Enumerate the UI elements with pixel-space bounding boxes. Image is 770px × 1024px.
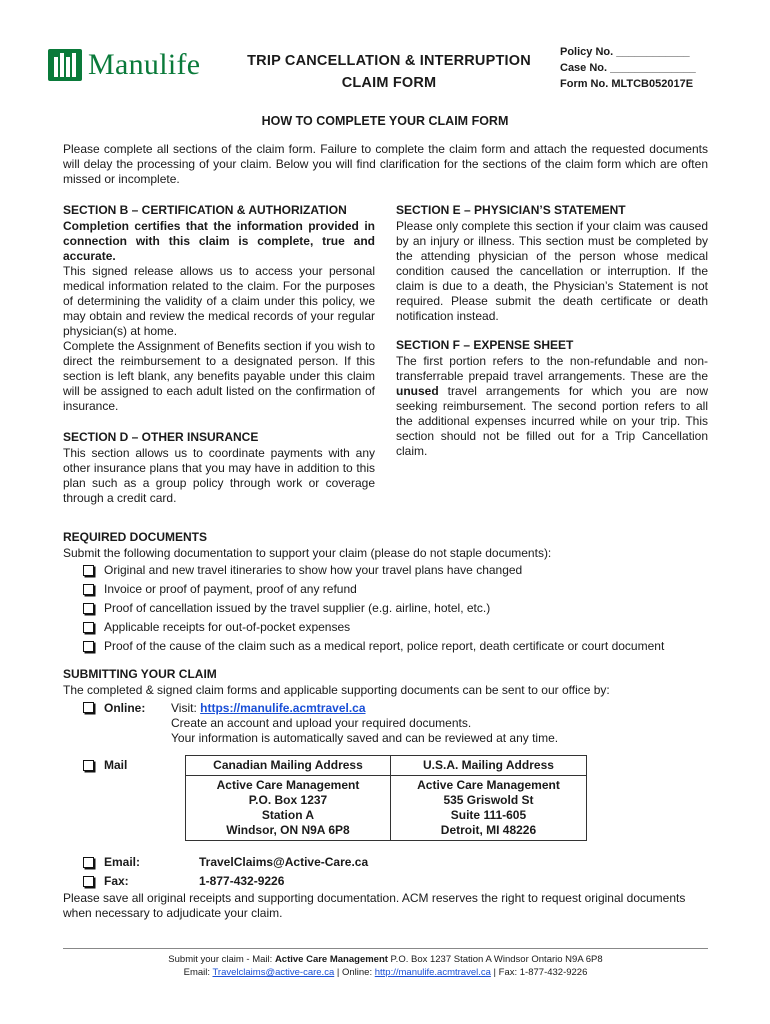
form-title-line1: TRIP CANCELLATION & INTERRUPTION: [247, 53, 531, 69]
form-title: [244, 50, 534, 94]
footer-email-link[interactable]: Travelclaims@active-care.ca: [212, 967, 335, 978]
section-b-para2: Complete the Assignment of Benefits section if you wish to direct the reimbursement to a designated person. If this section is left blank, any benefits payable under this claim will be assigned to each adult listed on the confirmation of insurance.: [63, 339, 375, 413]
case-number: Case No. ______________: [560, 62, 696, 74]
section-f-text: The first portion refers to the non-refundable and non-transferrable prepaid travel arrangements. These are the unused travel arrangements for which you are now seeking reimbursement. The second portion refers to all the additional expenses incurred while on your trip. This section should not be filled out for a Trip Cancellation claim.: [396, 354, 708, 458]
checkbox-icon[interactable]: [83, 603, 94, 614]
logo-text: Manulife: [88, 48, 201, 81]
save-note: Please save all original receipts and supporting documentation. ACM reserves the right to request original documents when necessary to adjudicate your claim.: [63, 891, 686, 920]
online-label: Online:: [104, 701, 146, 715]
footer: Submit your claim - Mail: Active Care Management P.O. Box 1237 Station A Windsor Ontario N9A 6P8 Email: Travelclaims@active-care.ca | Online: http://manulife.acmtravel.ca | Fax: 1-877-432-9226: [168, 954, 603, 978]
canada-address: Active Care Management P.O. Box 1237 Station A Windsor, ON N9A 6P8: [186, 776, 391, 841]
checkbox-icon[interactable]: [83, 760, 94, 771]
required-list: [83, 561, 708, 656]
section-b-bold-text: Completion certifies that the information provided in connection with this claim is complete, true and accurate.: [63, 219, 375, 263]
form-title-line2: CLAIM FORM: [341, 75, 437, 91]
section-b-para1: This signed release allows us to access your personal medical information related to the claim. For the purposes of determining the validity of a claim under this policy, we may obtain and review the medical records of your regular physician(s) at home.: [63, 264, 375, 338]
required-documents: [63, 530, 708, 656]
canada-header: Canadian Mailing Address: [186, 756, 391, 776]
online-line3: Your information is automatically saved and can be reviewed at any time.: [171, 731, 559, 745]
mailing-address-table: [185, 755, 587, 841]
section-d-text: This section allows us to coordinate payments with any other insurance plans that you may have in addition to this plan such as a group policy through work or coverage through a credit card.: [63, 446, 375, 505]
online-url-link[interactable]: https://manulife.acmtravel.ca: [200, 701, 366, 715]
footer-online-link[interactable]: http://manulife.acmtravel.ca: [374, 967, 491, 978]
footer-divider: [63, 948, 708, 949]
email-value: TravelClaims@Active-Care.ca: [199, 855, 369, 869]
checkbox-icon[interactable]: [83, 876, 94, 887]
list-item: Proof of the cause of the claim such as a medical report, police report, death certificate or court document: [83, 637, 708, 656]
form-header: [48, 44, 728, 94]
submitting-heading: SUBMITTING YOUR CLAIM: [63, 667, 217, 681]
checkbox-icon[interactable]: [83, 702, 94, 713]
contact-methods: [83, 853, 368, 891]
checkbox-icon[interactable]: [83, 584, 94, 595]
form-number: Form No. MLTCB052017E: [560, 78, 694, 90]
online-line2: Create an account and upload your required documents.: [171, 716, 472, 730]
required-heading: REQUIRED DOCUMENTS: [63, 530, 208, 544]
fax-row: Fax: 1-877-432-9226: [83, 872, 368, 891]
intro-paragraph: Please complete all sections of the claim form. Failure to complete the claim form and attach the requested documents will delay the processing of your claim. Below you will find clarification for the sections of the claim form which are often missed or incomplete.: [63, 142, 708, 186]
list-item: Applicable receipts for out-of-pocket expenses: [83, 618, 708, 637]
fax-value: 1-877-432-9226: [199, 874, 285, 888]
how-to-title: HOW TO COMPLETE YOUR CLAIM FORM: [261, 114, 509, 128]
right-column: [396, 203, 708, 459]
checkbox-icon[interactable]: [83, 622, 94, 633]
submitting-intro: The completed & signed claim forms and applicable supporting documents can be sent to our office by:: [63, 683, 610, 697]
checkbox-icon[interactable]: [83, 857, 94, 868]
left-column: [63, 203, 375, 506]
list-item: Proof of cancellation issued by the travel supplier (e.g. airline, hotel, etc.): [83, 599, 708, 618]
section-e-heading: SECTION E – PHYSICIAN’S STATEMENT: [396, 203, 626, 217]
section-e-text: Please only complete this section if your claim was caused by an injury or illness. This section must be completed by the attending physician of the person whose medical condition caused the cancellation or interruption. If the claim is due to a death, the Physician’s Statement is not required. Please submit the death certificate or death notification instead.: [396, 219, 708, 323]
policy-number: Policy No. ____________: [560, 46, 690, 58]
manulife-logo-icon: [48, 49, 82, 81]
policy-box: [560, 44, 728, 92]
checkbox-icon[interactable]: [83, 641, 94, 652]
checkbox-icon[interactable]: [83, 565, 94, 576]
email-row: Email: TravelClaims@Active-Care.ca: [83, 853, 368, 872]
usa-header: U.S.A. Mailing Address: [390, 756, 586, 776]
online-row: Online: Visit: https://manulife.acmtravel.ca Create an account and upload your required documents. Your information is automatically saved and can be reviewed at any time.: [63, 701, 708, 746]
section-b-heading: SECTION B – CERTIFICATION & AUTHORIZATION: [63, 203, 347, 217]
submitting-claim: [63, 667, 708, 746]
section-f-heading: SECTION F – EXPENSE SHEET: [396, 338, 574, 352]
unused-emphasis: unused: [396, 384, 439, 398]
mail-row: [83, 758, 127, 772]
mail-label: Mail: [104, 758, 128, 772]
list-item: Invoice or proof of payment, proof of any refund: [83, 580, 708, 599]
usa-address: Active Care Management 535 Griswold St Suite 111-605 Detroit, MI 48226: [390, 776, 586, 841]
manulife-logo: [48, 48, 200, 82]
required-intro: Submit the following documentation to support your claim (please do not staple documents):: [63, 546, 552, 560]
list-item: Original and new travel itineraries to show how your travel plans have changed: [83, 561, 708, 580]
section-d-heading: SECTION D – OTHER INSURANCE: [63, 430, 259, 444]
